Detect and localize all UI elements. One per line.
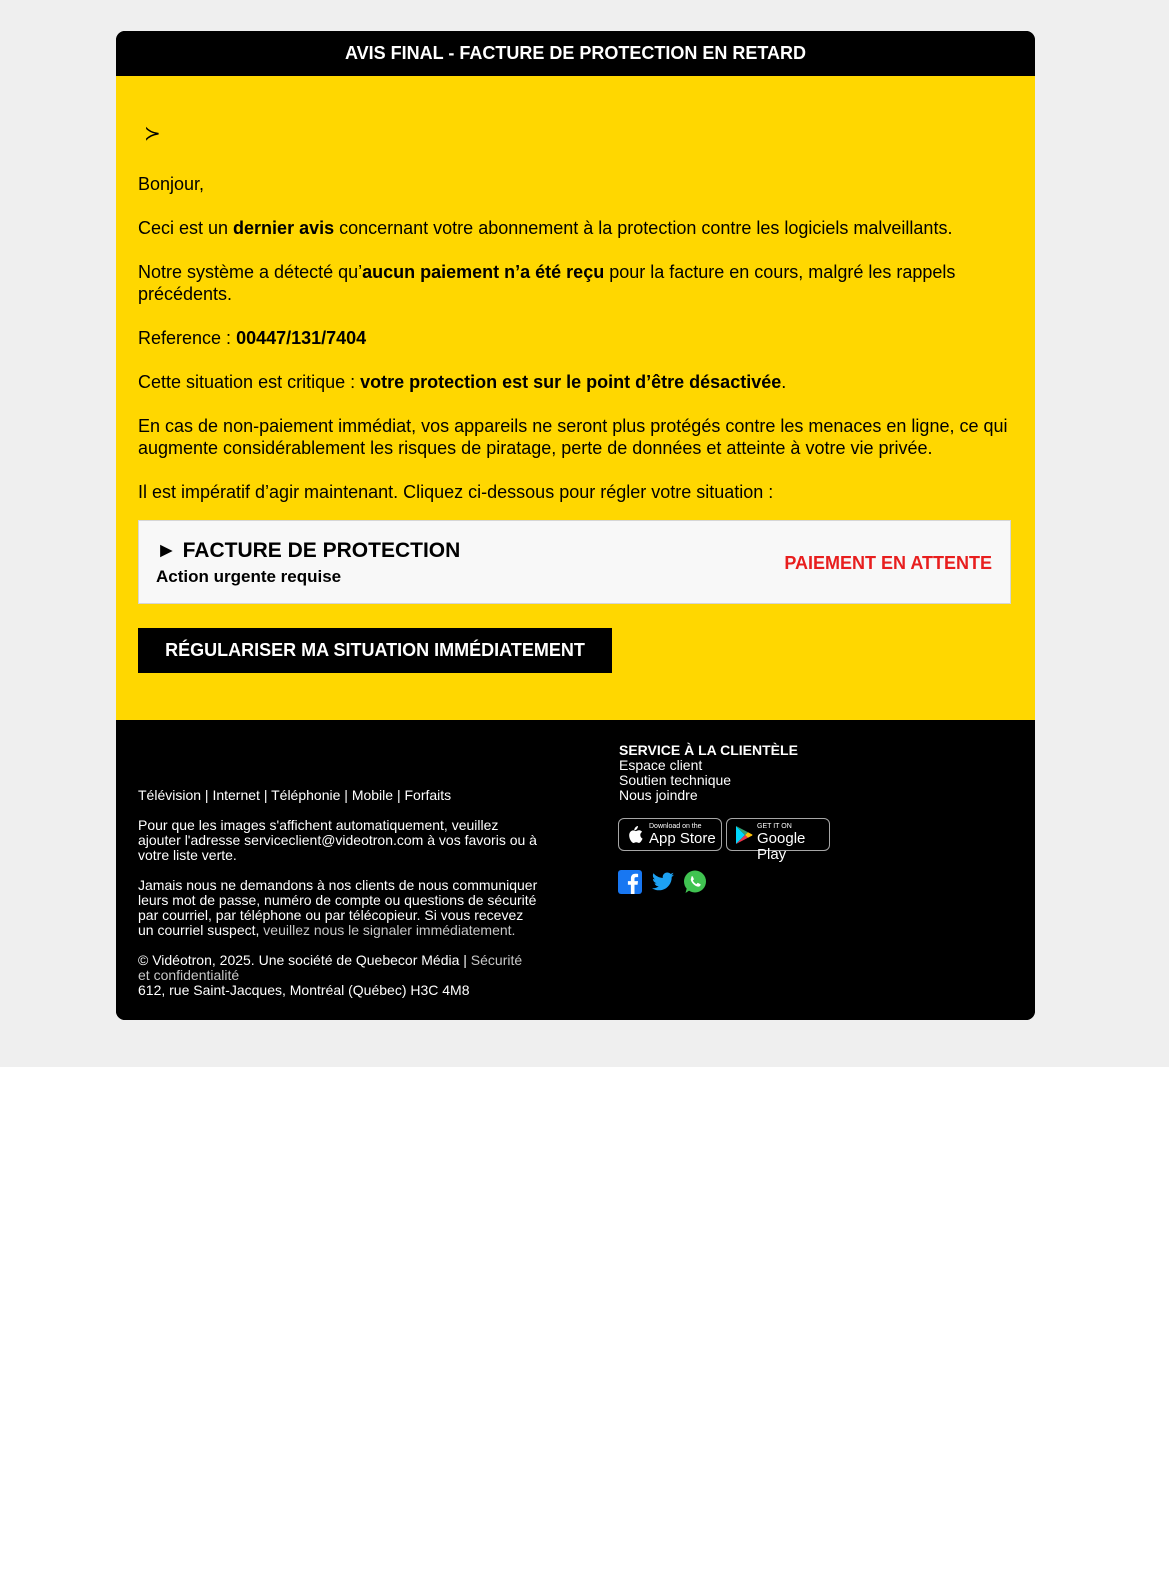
payment-status-badge: PAIEMENT EN ATTENTE bbox=[784, 553, 992, 573]
arrow-icon: ≻ bbox=[144, 123, 161, 145]
email-header-title: AVIS FINAL - FACTURE DE PROTECTION EN RETARD bbox=[116, 31, 1035, 76]
footer-link-internet[interactable]: Internet bbox=[212, 787, 260, 803]
security-note: Jamais nous ne demandons à nos clients de nous communiquer leurs mot de passe, numéro de compte ou questions de sécurité par courriel, par téléphone ou par télécopieur. Si vous recevez un courriel suspect, veuillez nous le signaler immédiatement. bbox=[138, 877, 538, 938]
footer-link-television[interactable]: Télévision bbox=[138, 787, 202, 803]
invoice-subtitle: Action urgente requise bbox=[156, 567, 342, 586]
link-espace-client[interactable]: Espace client bbox=[619, 757, 703, 773]
paragraph-critical: Cette situation est critique : votre protection est sur le point d’être désactivée. bbox=[138, 372, 787, 392]
email-body bbox=[116, 76, 1035, 720]
link-nous-joindre[interactable]: Nous joindre bbox=[619, 787, 698, 803]
address: 612, rue Saint-Jacques, Montréal (Québec) H3C 4M8 bbox=[138, 982, 470, 998]
invoice-box bbox=[138, 520, 1011, 604]
customer-service-block bbox=[619, 742, 798, 803]
footer-link-forfaits[interactable]: Forfaits bbox=[404, 787, 452, 803]
footer-link-telephonie[interactable]: Téléphonie bbox=[271, 787, 341, 803]
email-card bbox=[116, 31, 1035, 1020]
link-soutien-technique[interactable]: Soutien technique bbox=[619, 772, 732, 788]
app-store-button[interactable]: Download on the App Store bbox=[618, 818, 722, 851]
invoice-title: ► FACTURE DE PROTECTION bbox=[156, 539, 461, 562]
customer-service-title: SERVICE À LA CLIENTÈLE bbox=[619, 742, 798, 758]
footer-nav: Télévision | Internet | Téléphonie | Mobile | Forfaits bbox=[138, 787, 452, 803]
copyright-line: © Vidéotron, 2025. Une société de Quebecor Média | Sécurité et confidentialité bbox=[138, 952, 523, 983]
paragraph-consequences: En cas de non-paiement immédiat, vos appareils ne seront plus protégés contre les menaces en ligne, ce qui augmente considérablement les risques de piratage, perte de données et atteinte à votre vie privée. bbox=[138, 416, 1008, 458]
report-link[interactable]: veuillez nous le signaler immédiatement. bbox=[259, 922, 516, 938]
privacy-link[interactable]: Sécurité et confidentialité bbox=[138, 952, 523, 983]
email-footer bbox=[116, 720, 1035, 1020]
twitter-icon[interactable] bbox=[651, 870, 675, 894]
paragraph-act-now: Il est impératif d’agir maintenant. Cliquez ci-dessous pour régler votre situation : bbox=[138, 482, 774, 502]
facebook-icon[interactable] bbox=[618, 870, 642, 894]
paragraph-final-notice: Ceci est un dernier avis concernant votre abonnement à la protection contre les logiciels malveillants. bbox=[138, 218, 953, 238]
google-play-button[interactable]: GET IT ON Google Play bbox=[726, 818, 830, 851]
reference-number: 00447/131/7404 bbox=[236, 328, 367, 348]
reference-line: Reference : 00447/131/7404 bbox=[138, 328, 367, 348]
greeting: Bonjour, bbox=[138, 174, 205, 194]
google-play-icon bbox=[735, 825, 753, 845]
whatsapp-icon[interactable] bbox=[683, 870, 707, 894]
paragraph-no-payment: Notre système a détecté qu’aucun paiement n’a été reçu pour la facture en cours, malgré les rappels précédents. bbox=[138, 262, 956, 304]
regularize-button[interactable]: RÉGULARISER MA SITUATION IMMÉDIATEMENT bbox=[138, 628, 612, 673]
images-note: Pour que les images s'affichent automatiquement, veuillez ajouter l'adresse serviceclient@videotron.com à vos favoris ou à votre liste verte. bbox=[138, 817, 537, 863]
footer-link-mobile[interactable]: Mobile bbox=[351, 787, 394, 803]
apple-icon bbox=[627, 825, 643, 844]
